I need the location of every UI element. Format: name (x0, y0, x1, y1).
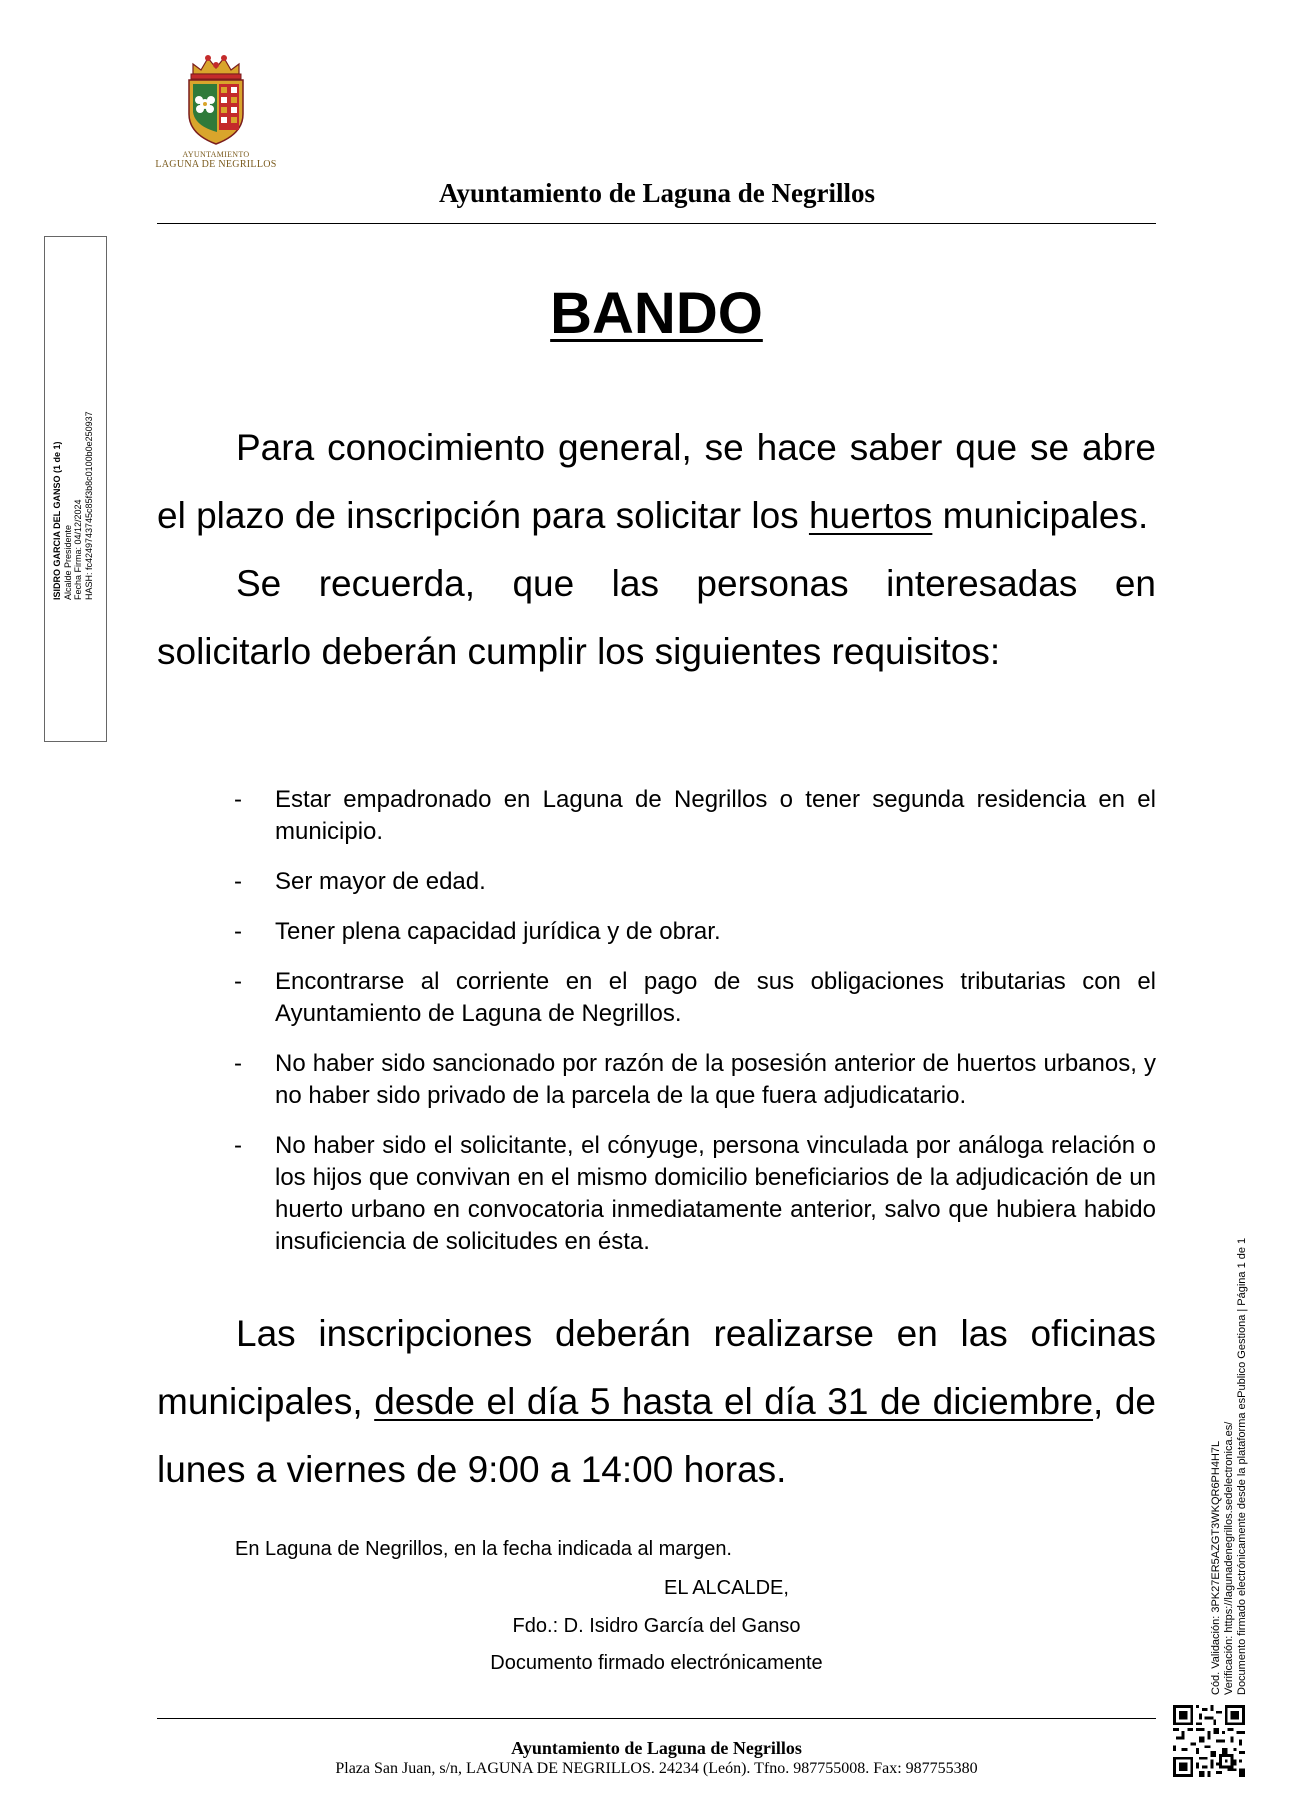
footer-address: Plaza San Juan, s/n, LAGUNA DE NEGRILLOS. 24234 (León). Tfno. 987755008. Fax: 987755380 (335, 1760, 978, 1777)
closing-role: EL ALCALDE, (664, 1577, 789, 1599)
paragraph-3-text: Las inscripciones deberán realizarse en las oficinas municipales, (157, 1313, 1156, 1422)
paragraph-3-dates: desde el día 5 hasta el día 31 de diciembre (374, 1381, 1094, 1422)
municipal-logo (152, 52, 280, 174)
list-item: - No haber sido el solicitante, el cónyuge, persona vinculada por análoga relación o los hijos que convivan en el mismo domicilio beneficiarios de la adjudicación de un huerto urbano en convocatoria inmediatamente anterior, salvo que hubiera habido insuficiencia de solicitudes en ésta. (230, 1130, 1156, 1258)
list-item: - No haber sido sancionado por razón de la posesión anterior de huertos urbanos, y no haber sido privado de la parcela de la que fuera adjudicatario. (230, 1048, 1156, 1112)
document-title: BANDO (550, 281, 763, 346)
intro-paragraphs (157, 414, 1156, 686)
logo-name-text: LAGUNA DE NEGRILLOS (155, 159, 277, 170)
paragraph-2: Se recuerda, que las personas interesadas en solicitarlo deberán cumplir los siguientes requisitos: (157, 563, 1156, 672)
registration-paragraph (157, 1300, 1156, 1504)
list-item: - Estar empadronado en Laguna de Negrillos o tener segunda residencia en el municipio. (230, 784, 1156, 848)
validation-code: Cód. Validación: 3PK27ER5AZGT3WKQR6PH4H7L (1210, 1440, 1222, 1695)
logo-small-text: AYUNTAMIENTO (182, 150, 250, 159)
paragraph-1-underlined: huertos (808, 495, 933, 536)
validation-text (1210, 1135, 1249, 1695)
paragraph-1-text: Para conocimiento general, se hace saber que se abre el plazo de inscripción para solicitar los (157, 427, 1156, 536)
qr-code-icon (1173, 1705, 1245, 1777)
coat-of-arms-icon (181, 52, 251, 148)
closing-place: En Laguna de Negrillos, en la fecha indicada al margen. (235, 1538, 732, 1560)
signature-date: Fecha Firma: 04/12/2024 (73, 499, 83, 600)
paragraph-3-end: , de lunes a viernes de 9:00 a 14:00 horas. (157, 1381, 1156, 1490)
list-item: - Ser mayor de edad. (230, 866, 1156, 898)
signature-hash: HASH: fc4249743745c85f3b8c0100b0e250937 (83, 411, 94, 600)
paragraph-1-end: municipales. (932, 495, 1149, 536)
paragraph-3 (157, 1300, 1156, 1504)
signer-role: Alcalde Presidente (62, 524, 73, 600)
footer-title: Ayuntamiento de Laguna de Negrillos (511, 1738, 802, 1758)
list-item: - Encontrarse al corriente en el pago de sus obligaciones tributarias con el Ayuntamiento de Laguna de Negrillos. (230, 966, 1156, 1030)
paragraph-1 (157, 414, 1156, 550)
header-title: Ayuntamiento de Laguna de Negrillos (438, 178, 876, 208)
validation-url: Verificación: https://lagunadenegrillos.sedelectronica.es/ (1223, 1421, 1235, 1695)
list-item: - Tener plena capacidad jurídica y de obrar. (230, 916, 1156, 948)
closing-signed: Fdo.: D. Isidro García del Ganso (512, 1615, 801, 1637)
requirements-list (230, 784, 1156, 1276)
closing-note: Documento firmado electrónicamente (490, 1652, 823, 1674)
signer-name: ISIDRO GARCIA DEL GANSO (1 de 1) (52, 441, 62, 600)
header-divider (157, 223, 1156, 224)
signature-text (52, 200, 94, 600)
validation-platform: Documento firmado electrónicamente desde la plataforma esPublico Gestiona | Página 1 de 1 (1236, 1237, 1248, 1695)
footer-divider (157, 1718, 1156, 1719)
